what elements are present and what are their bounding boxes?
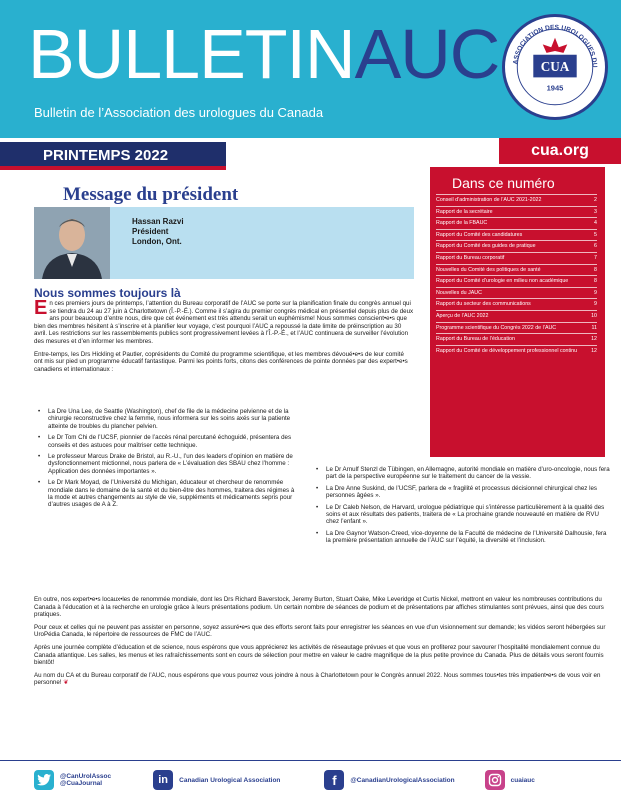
svg-text:1945: 1945 (546, 83, 564, 93)
masthead (0, 0, 621, 138)
toc-item[interactable]: Rapport du Comité des candidatures 5 (436, 229, 597, 241)
twitter-link[interactable]: @CanUrolAssoc @CuaJournal (34, 770, 111, 790)
paragraph: Pour ceux et celles qui ne peuvent pas assister en personne, soyez assuré•e•s que des efforts seront faits pour enregistrer les séances en vue d’un visionnement sur demande; les vidéos seront hébergées sur UroPédia Canada, le répertoire de ressources de FMC de l’AUC. (34, 623, 606, 639)
toc-item[interactable]: Rapport de la FBAUC 4 (436, 217, 597, 229)
toc-item[interactable]: Rapport du secteur des communications 9 (436, 298, 597, 310)
toc-item[interactable]: Nouvelles du Comité des politiques de santé 8 (436, 264, 597, 276)
toc-item[interactable]: Rapport du Comité des guides de pratique 6 (436, 240, 597, 252)
list-item: • Le professeur Marcus Drake de Bristol, au R.-U., l’un des leaders d’opinion en matière de dysfonctionnement mictionnel, nous parlera de « L’évaluation des SBAU chez l’homme : Application des données importantes ». (34, 453, 299, 475)
paragraph: Au nom du CA et du Bureau corporatif de l’AUC, nous espérons que vous pourrez vous joindre à nous à Charlottetown pour le Congrès annuel 2022. Nous sommes tous•tes très impatient•e•s de vous voir en personne! ❦ (34, 671, 601, 687)
newsletter-title: BULLETINAUC (28, 15, 500, 93)
toc-item[interactable]: Nouvelles du JAUC 9 (436, 287, 597, 299)
list-item: • Le Dr Caleb Nelson, de Harvard, urologue pédiatrique qui s’intéresse particulièrement à la qualité des soins et aux résultats des patients, traitera de « La prochaine grande nouveauté en matière de RVU chez l’enfant ». (312, 504, 612, 526)
list-item: • Le Dr Tom Chi de l’UCSF, pionnier de l’accès rénal percutané échoguidé, présentera des conseils et des astuces pour maîtriser cette technique. (34, 434, 299, 449)
drop-cap: E (34, 297, 48, 319)
maple-leaf-icon: ❦ (63, 679, 69, 687)
linkedin-icon: in (153, 770, 173, 790)
speaker-list-right (312, 466, 612, 549)
list-item: • La Dre Una Lee, de Seattle (Washington), chef de file de la médecine pelvienne et de la chirurgie reconstructive chez la femme, nous informera sur les soins axés sur la patiente atteinte de troubles du plancher pelvien. (34, 408, 299, 430)
toc-item[interactable]: Rapport du Bureau corporatif 7 (436, 252, 597, 264)
list-item: • La Dre Gaynor Watson-Creed, vice-doyenne de la Faculté de médecine de l’Université Dalhousie, fera la première présentation annuelle de l’AUC sur l’équité, la diversité et l’inclusion. (312, 530, 612, 545)
paragraph: Entre-temps, les Drs Hickling et Pautler, coprésidents du Comité du programme scientifique, et les membres dévoué•e•s de leur comité ont mis sur pied un programme éducatif fantastique. Parmi les points forts, citons des conférences de pointe données par des expert•e•s canadiens et internationaux : (34, 350, 408, 373)
toc-item[interactable]: Programme scientifique du Congrès 2022 de l’AUC 11 (436, 322, 597, 334)
linkedin-link[interactable]: in Canadian Urological Association (153, 770, 280, 790)
svg-text:ASSOCIATION DES UROLOGUES DU C: ASSOCIATION DES UROLOGUES DU (512, 24, 598, 68)
twitter-icon (34, 770, 54, 790)
list-item: • Le Dr Arnulf Stenzl de Tübingen, en Allemagne, autorité mondiale en matière d’uro-oncologie, nous fera part de la perspective européenne sur le traitement du cancer de la vessie. (312, 466, 612, 481)
svg-text:CUA: CUA (540, 58, 570, 74)
paragraph: En outre, nos expert•e•s locaux•les de renommée mondiale, dont les Drs Richard Baverstock, Jeremy Burton, Stuart Oake, Mike Leveridge et Curtis Nickel, mettront en valeur les nombreuses contributions du Canada à l’éducation et à la recherche en urologie grâce à leurs présentations podium. Un certain nombre de séances de podium et de présentations par affiches stimulantes sont prévues, ainsi que des cours pratiques. (34, 596, 604, 619)
table-of-contents (430, 167, 605, 457)
author-location: London, Ont. (132, 237, 182, 246)
toc-item[interactable]: Rapport du Bureau de l’éducation 12 (436, 333, 597, 345)
issue-season: PRINTEMPS 2022 (0, 142, 226, 170)
toc-item[interactable]: Rapport du Comité d’urologie en milieu non académique 8 (436, 275, 597, 287)
speaker-list-left (34, 408, 299, 513)
list-item: • Le Dr Mark Moyad, de l’Université du Michigan, éducateur et chercheur de renommée mondiale dans le domaine de la santé et du bien-être des hommes, traitera des régimes à la mode et autres changements au style de vie, suppléments et médicaments sepris pour d’autres usages de A à Z. (34, 479, 299, 509)
association-seal-logo (502, 14, 608, 120)
tagline: Bulletin de l’Association des urologues du Canada (34, 105, 324, 120)
list-item: • La Dre Anne Suskind, de l’UCSF, parlera de « fragilité et processus décisionnel chirurgical chez les personnes âgées ». (312, 485, 612, 500)
toc-item[interactable]: Conseil d’administration de l’AUC 2021-2022 2 (436, 194, 597, 206)
author-role: Président (132, 227, 169, 236)
facebook-link[interactable]: f @CanadianUrologicalAssociation (324, 770, 454, 790)
toc-item[interactable]: Rapport de la secrétaire 3 (436, 206, 597, 218)
social-footer (0, 760, 621, 799)
toc-item[interactable]: Rapport du Comité de développement professionnel continu 12 (436, 345, 597, 357)
paragraph: Après une journée complète d’éducation et de science, nous espérons que vous apprécierez les activités de réseautage prévues et que vous en profiterez pour savourer l’hospitalité mondialement connue du Canada atlantique. Les salles, les menus et les rafraîchissements sont en cours de sélection pour mettre en valeur le cadre magnifique de la plus petite province du Canada. Plus de détails vous seront fournis bientôt! (34, 643, 604, 667)
author-photo (34, 207, 110, 279)
closing-text (34, 596, 609, 692)
author-name: Hassan Razvi (132, 217, 184, 226)
article-title: Message du président (63, 184, 239, 205)
instagram-link[interactable]: cuaiauc (485, 770, 535, 790)
facebook-icon: f (324, 770, 344, 790)
author-box (34, 207, 414, 279)
toc-item[interactable]: Aperçu de l’AUC 2022 10 (436, 310, 597, 322)
toc-title: Dans ce numéro (452, 175, 555, 191)
section-subheading: Nous sommes toujours là (34, 286, 181, 300)
intro-text: En ces premiers jours de printemps, l’attention du Bureau corporatif de l’AUC se porte sur la planification finale du congrès annuel qui se tiendra du 24 au 27 juin à Charlottetown (Î.-P.-É.). Comme il s’agira du premier congrès médical en présentiel depuis plus de deux ans pour beaucoup d’entre nous, dire que cet événement est très attendu serait un euphémisme! Nous sommes conscient•e•s que bien des membres hésitent à s’inscrire et à planifier leur voyage, c’est pourquoi l’AUC a repoussé la date limite de préinscription au 30 avril. Les restrictions sur les rassemblements publics sont progressivement levées à l’Î.-P.-É., et l’AUC continuera de surveiller l’évolution des mesures et d’en informer les membres. Entre-temps, les Drs Hickling et Pautler, coprésidents du Comité du programme scientifique, et les membres dévoué•e•s de leur comité ont mis sur pied un programme éducatif fantastique. Parmi les points forts, citons des conférences de pointe données par des expert•e•s canadiens et internationaux : (34, 297, 414, 373)
instagram-icon (485, 770, 505, 790)
website-link[interactable]: cua.org (499, 138, 621, 164)
